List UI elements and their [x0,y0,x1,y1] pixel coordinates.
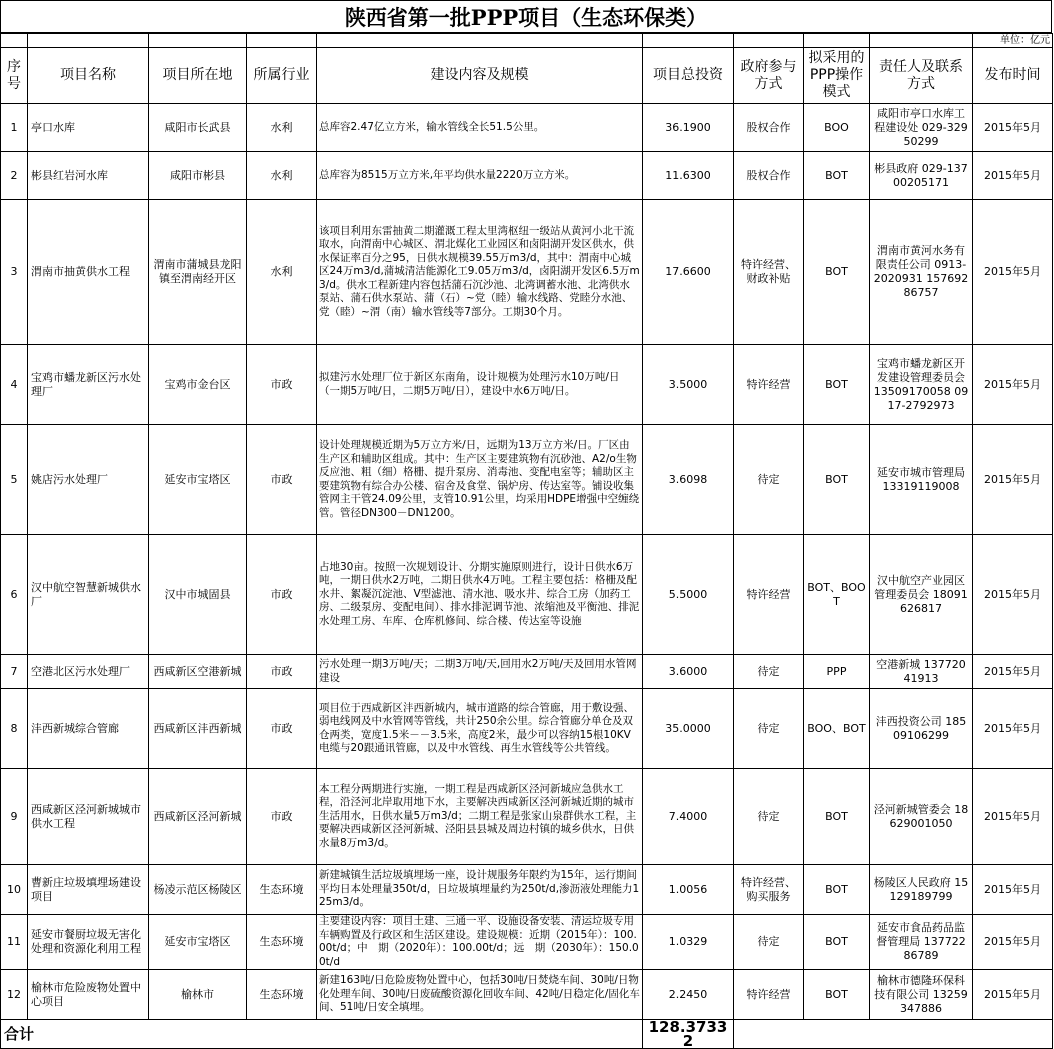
table-row [1,104,1053,152]
cell-investment: 7.4000 [643,769,734,865]
cell-industry: 水利 [247,104,317,152]
cell-contact: 宝鸡市蟠龙新区开发建设管理委员会 13509170058 0917-2792973 [870,345,973,425]
cell-location: 杨凌示范区杨陵区 [149,865,247,915]
cell-gov: 特许经营 [734,535,804,655]
cell-gov: 待定 [734,769,804,865]
cell-location: 西咸新区沣西新城 [149,689,247,769]
project-table [0,33,1053,1049]
cell-gov: 待定 [734,689,804,769]
cell-location: 西咸新区泾河新城 [149,769,247,865]
cell-no: 8 [1,689,28,769]
total-empty [734,1020,1053,1049]
cell-mode: BOO [804,104,870,152]
cell-investment: 3.6098 [643,425,734,535]
cell-mode: BOT、BOOT [804,535,870,655]
cell-industry: 生态环境 [247,865,317,915]
cell-name: 宝鸡市蟠龙新区污水处理厂 [28,345,149,425]
cell-location: 延安市宝塔区 [149,425,247,535]
table-row [1,865,1053,915]
cell-no: 6 [1,535,28,655]
table-row [1,970,1053,1020]
header-investment: 项目总投资 [643,48,734,104]
cell-name: 姚店污水处理厂 [28,425,149,535]
cell-contact: 咸阳市亭口水库工程建设处 029-32950299 [870,104,973,152]
header-industry: 所属行业 [247,48,317,104]
total-value: 128.37332 [643,1020,734,1049]
header-mode: 拟采用的PPP操作模式 [804,48,870,104]
unit-label: 单位：亿元 [973,34,1053,48]
cell-location: 西咸新区空港新城 [149,655,247,689]
cell-investment: 17.6600 [643,200,734,345]
cell-mode: BOT [804,970,870,1020]
cell-name: 汉中航空智慧新城供水厂 [28,535,149,655]
cell-date: 2015年5月 [973,152,1053,200]
cell-date: 2015年5月 [973,425,1053,535]
cell-content: 本工程分两期进行实施，一期工程是西咸新区泾河新城应急供水工程，沿泾河北岸取用地下水，主要解决西咸新区泾河新城近期的城市生活用水，日供水量5万m3/d；二期工程是张家山泉群供水工程，主要解决西咸新区泾河新城、泾阳县县城及周边村镇的城乡供水，日供水量8万m3/d。 [317,769,643,865]
unit-row [1,34,1053,48]
cell-location: 咸阳市长武县 [149,104,247,152]
cell-date: 2015年5月 [973,345,1053,425]
header-no: 序号 [1,48,28,104]
cell-contact: 空港新城 13772041913 [870,655,973,689]
cell-no: 4 [1,345,28,425]
cell-contact: 渭南市黄河水务有限责任公司 0913-2020931 15769286757 [870,200,973,345]
cell-mode: BOT [804,769,870,865]
cell-gov: 特许经营 [734,970,804,1020]
cell-mode: BOT [804,425,870,535]
header-name: 项目名称 [28,48,149,104]
cell-contact: 彬县政府 029-13700205171 [870,152,973,200]
cell-content: 总库容2.47亿立方米，输水管线全长51.5公里。 [317,104,643,152]
cell-gov: 待定 [734,425,804,535]
cell-industry: 市政 [247,425,317,535]
cell-contact: 汉中航空产业园区管理委员会 18091626817 [870,535,973,655]
cell-mode: BOT [804,200,870,345]
cell-date: 2015年5月 [973,865,1053,915]
cell-date: 2015年5月 [973,769,1053,865]
cell-contact: 延安市食品药品监督管理局 13772286789 [870,915,973,970]
cell-content: 总库容为8515万立方米,年平均供水量2220万立方米。 [317,152,643,200]
cell-contact: 杨陵区人民政府 15129189799 [870,865,973,915]
table-row [1,200,1053,345]
cell-investment: 1.0329 [643,915,734,970]
cell-contact: 延安市城市管理局 13319119008 [870,425,973,535]
table-row [1,915,1053,970]
table-row [1,425,1053,535]
cell-date: 2015年5月 [973,200,1053,345]
cell-content: 项目位于西咸新区沣西新城内，城市道路的综合管廊，用于敷设强、弱电线网及中水管网等管线，共计250余公里。综合管廊分单仓及双仓两类，宽度1.5米－－3.5米，高度2米，最少可以容纳15根10KV电缆与20跟通讯管廊，以及中水管线、再生水管线等公共管线。 [317,689,643,769]
table-row [1,769,1053,865]
cell-industry: 生态环境 [247,915,317,970]
cell-no: 12 [1,970,28,1020]
cell-content: 设计处理规模近期为5万立方米/日，远期为13万立方米/日。厂区由生产区和辅助区组成。其中：生产区主要建筑物有沉砂池、A2/o生物反应池、粗（细）格栅、提升泵房、消毒池、变配电室等；辅助区主要建筑物有综合办公楼、宿舍及食堂、锅炉房、传达室等。铺设收集管网主干管24.09公里，支管10.91公里，均采用HDPE增强中空缠绕管。管径DN300－DN1200。 [317,425,643,535]
cell-industry: 市政 [247,345,317,425]
total-row [1,1020,1053,1049]
cell-mode: BOT [804,865,870,915]
cell-location: 咸阳市彬县 [149,152,247,200]
cell-industry: 市政 [247,689,317,769]
cell-investment: 2.2450 [643,970,734,1020]
cell-location: 渭南市蒲城县龙阳镇至渭南经开区 [149,200,247,345]
cell-gov: 待定 [734,915,804,970]
cell-no: 5 [1,425,28,535]
header-location: 项目所在地 [149,48,247,104]
cell-location: 汉中市城固县 [149,535,247,655]
cell-content: 该项目利用东雷抽黄二期灌溉工程太里湾枢纽一级站从黄河小北干流取水，向渭南中心城区、渭北煤化工业园区和卤阳湖开发区供水，供水保证率百分之95，日供水规模39.55万m3/d，其中：渭南中心城区24万m3/d,蒲城清洁能源化工9.05万m3/d，卤阳湖开发区6.5万m3/d。供水工程新建内容包括蒲石沉沙池、北湾调蓄水池、北湾供水泵站、蒲石供水泵站、蒲（石）~党（睦）输水线路、党睦分水池、党（睦）~渭（南）输水管线等7部分。工期30个月。 [317,200,643,345]
table-row [1,535,1053,655]
cell-investment: 5.5000 [643,535,734,655]
cell-contact: 榆林市德隆环保科技有限公司 13259347886 [870,970,973,1020]
total-label: 合计 [1,1020,643,1049]
cell-no: 9 [1,769,28,865]
cell-industry: 市政 [247,655,317,689]
cell-location: 延安市宝塔区 [149,915,247,970]
table-row [1,345,1053,425]
cell-investment: 35.0000 [643,689,734,769]
cell-name: 渭南市抽黄供水工程 [28,200,149,345]
header-gov: 政府参与方式 [734,48,804,104]
cell-location: 榆林市 [149,970,247,1020]
cell-industry: 市政 [247,535,317,655]
sheet-title: 陕西省第一批PPP项目（生态环保类） [0,0,1052,33]
cell-investment: 11.6300 [643,152,734,200]
cell-gov: 特许经营 [734,345,804,425]
cell-name: 亭口水库 [28,104,149,152]
cell-gov: 特许经营、财政补贴 [734,200,804,345]
cell-investment: 36.1900 [643,104,734,152]
cell-date: 2015年5月 [973,655,1053,689]
cell-name: 西咸新区泾河新城城市供水工程 [28,769,149,865]
cell-date: 2015年5月 [973,104,1053,152]
cell-location: 宝鸡市金台区 [149,345,247,425]
cell-industry: 生态环境 [247,970,317,1020]
cell-mode: BOT [804,152,870,200]
table-row [1,689,1053,769]
header-contact: 责任人及联系方式 [870,48,973,104]
table-row [1,655,1053,689]
cell-no: 10 [1,865,28,915]
cell-gov: 待定 [734,655,804,689]
cell-content: 新建城镇生活垃圾填埋场一座，设计规服务年限约为15年，运行期间平均日本处理量350t/d，日垃圾填埋量约为250t/d,渗沥液处理能力125m3/d。 [317,865,643,915]
cell-contact: 沣西投资公司 18509106299 [870,689,973,769]
header-row [1,48,1053,104]
cell-investment: 3.6000 [643,655,734,689]
cell-name: 延安市餐厨垃圾无害化处理和资源化利用工程 [28,915,149,970]
cell-content: 污水处理一期3万吨/天；二期3万吨/天,回用水2万吨/天及回用水管网建设 [317,655,643,689]
header-content: 建设内容及规模 [317,48,643,104]
cell-date: 2015年5月 [973,535,1053,655]
cell-name: 彬县红岩河水库 [28,152,149,200]
cell-investment: 3.5000 [643,345,734,425]
header-date: 发布时间 [973,48,1053,104]
cell-mode: BOT [804,345,870,425]
cell-name: 曹新庄垃圾填埋场建设项目 [28,865,149,915]
cell-investment: 1.0056 [643,865,734,915]
cell-no: 7 [1,655,28,689]
cell-name: 沣西新城综合管廊 [28,689,149,769]
cell-industry: 市政 [247,769,317,865]
cell-industry: 水利 [247,152,317,200]
cell-no: 1 [1,104,28,152]
cell-mode: BOO、BOT [804,689,870,769]
cell-industry: 水利 [247,200,317,345]
cell-date: 2015年5月 [973,689,1053,769]
cell-name: 空港北区污水处理厂 [28,655,149,689]
cell-no: 2 [1,152,28,200]
cell-content: 主要建设内容：项目土建、三通一平、设施设备安装、清运垃圾专用车辆购置及行政区和生活区建设。建设规模：近期（2015年）：100.00t/d；中 期（2020年）：100.00t/d；远 期（2030年）：150.00t/d [317,915,643,970]
cell-date: 2015年5月 [973,915,1053,970]
cell-content: 拟建污水处理厂位于新区东南角，设计规模为处理污水10万吨/日（一期5万吨/日，二期5万吨/日），建设中水6万吨/日。 [317,345,643,425]
cell-content: 占地30亩。按照一次规划设计、分期实施原则进行，设计日供水6万吨，一期日供水2万吨，二期日供水4万吨。工程主要包括：格栅及配水井、絮凝沉淀池、V型滤池、清水池、吸水井、综合工房（加药工房、二级泵房、变配电间）、排水排泥调节池、浓缩池及平衡池、排泥水处理工房、车库、仓库机修间、综合楼、传达室等设施 [317,535,643,655]
table-row [1,152,1053,200]
cell-contact: 泾河新城管委会 18629001050 [870,769,973,865]
cell-mode: BOT [804,915,870,970]
cell-name: 榆林市危险废物处置中心项目 [28,970,149,1020]
cell-no: 11 [1,915,28,970]
cell-no: 3 [1,200,28,345]
cell-gov: 股权合作 [734,152,804,200]
cell-content: 新建163吨/日危险废物处置中心，包括30吨/日焚烧车间、30吨/日物化处理车间、30吨/日废硫酸资源化回收车间、42吨/日稳定化/固化车间、51吨/日安全填埋。 [317,970,643,1020]
cell-date: 2015年5月 [973,970,1053,1020]
cell-gov: 特许经营、购买服务 [734,865,804,915]
cell-mode: PPP [804,655,870,689]
cell-gov: 股权合作 [734,104,804,152]
